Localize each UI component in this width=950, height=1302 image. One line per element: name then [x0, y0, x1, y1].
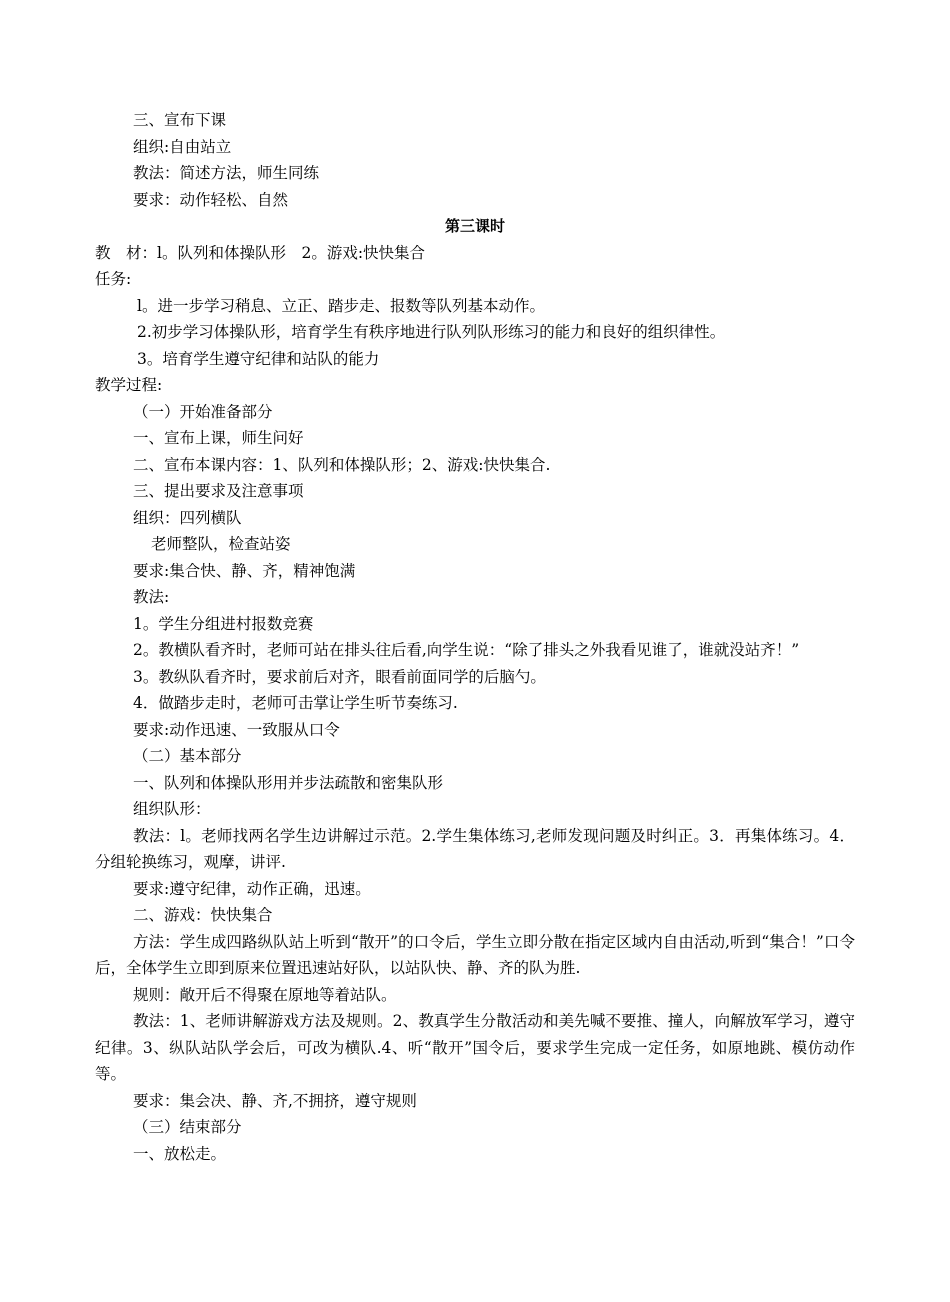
part1-method-2: 2。教横队看齐时，老师可站在排头往后看,向学生说：“除了排头之外我看见谁了，谁就没站齐！”: [133, 641, 800, 659]
part2-method: 教法：l。老师找两名学生边讲解过示范。2.学生集体练习,老师发现问题及时纠正。3．再集体练习。4．分组轮换练习，观摩，讲评.: [95, 826, 855, 871]
part1-line-2: 二、宣布本课内容：1、队列和体操队形；2、游戏:快快集合.: [133, 455, 551, 474]
part2-requirement-2: 要求：集会决、静、齐,不拥挤，遵守规则: [133, 1091, 417, 1110]
task-item-3: 3。培育学生遵守纪律和站队的能力: [137, 349, 380, 368]
line-dismiss-class: 三、宣布下课: [133, 111, 227, 129]
part2-rule: 规则：敞开后不得聚在原地等着站队。: [133, 985, 397, 1004]
part2-teaching: 教法：1、老师讲解游戏方法及规则。2、教真学生分散活动和美先喊不要推、撞人，向解放军学习，遵守纪律。3、纵队站队学会后，可改为横队.4、听“散开”国令后，要求学生完成一定任务，如原地跳、模仿动作等。: [95, 1012, 855, 1083]
part1-line-4: 组织：四列横队: [133, 508, 242, 527]
line-organization: 组织:自由站立: [133, 137, 232, 156]
material-line: 教 材：l。队列和体操队形 2。游戏:快快集合: [95, 243, 426, 262]
part1-title: （一）开始准备部分: [133, 402, 273, 421]
part2-item-1: 一、队列和体操队形用并步法疏散和密集队形: [133, 773, 444, 792]
section-title: 第三课时: [444, 217, 505, 235]
part2-game-method: 方法：学生成四路纵队站上听到“散开”的口令后，学生立即分散在指定区域内自由活动,听到“集合！”口令后，全体学生立即到原来位置迅速站好队，以站队快、静、齐的队为胜.: [95, 932, 855, 977]
part1-requirement: 要求:集合快、静、齐，精神饱满: [133, 561, 356, 580]
part1-method-5: 要求:动作迅速、一致服从口令: [133, 720, 340, 739]
part3-item-1: 一、放松走。: [133, 1144, 227, 1163]
process-label: 教学过程:: [95, 376, 163, 394]
part2-game-title: 二、游戏：快快集合: [133, 906, 273, 924]
part2-title: （二）基本部分: [133, 747, 242, 765]
part1-method-1: 1。学生分组进村报数竞赛: [133, 614, 314, 633]
part1-teacher-line: 老师整队，检查站姿: [151, 535, 291, 553]
task-item-2: 2.初步学习体操队形，培育学生有秩序地进行队列队形练习的能力和良好的组织律性。: [137, 323, 726, 341]
part2-requirement: 要求:遵守纪律，动作正确，迅速。: [133, 879, 371, 898]
line-teaching-method: 教法：简述方法，师生同练: [133, 164, 320, 182]
part1-line-3: 三、提出要求及注意事项: [133, 482, 304, 500]
task-label: 任务:: [95, 270, 132, 288]
task-item-1: l。进一步学习稍息、立正、踏步走、报数等队列基本动作。: [137, 296, 545, 315]
line-requirement: 要求：动作轻松、自然: [133, 190, 289, 209]
part1-method-4: 4．做踏步走时，老师可击掌让学生听节奏练习.: [133, 694, 458, 712]
document-body: [95, 107, 855, 1167]
part2-organization: 组织队形：: [133, 800, 211, 818]
part1-method-label: 教法:: [133, 588, 170, 606]
part1-line-1: 一、宣布上课，师生问好: [133, 429, 304, 447]
part1-method-3: 3。教纵队看齐时，要求前后对齐，眼看前面同学的后脑勺。: [133, 667, 546, 686]
part3-title: （三）结束部分: [133, 1118, 242, 1136]
